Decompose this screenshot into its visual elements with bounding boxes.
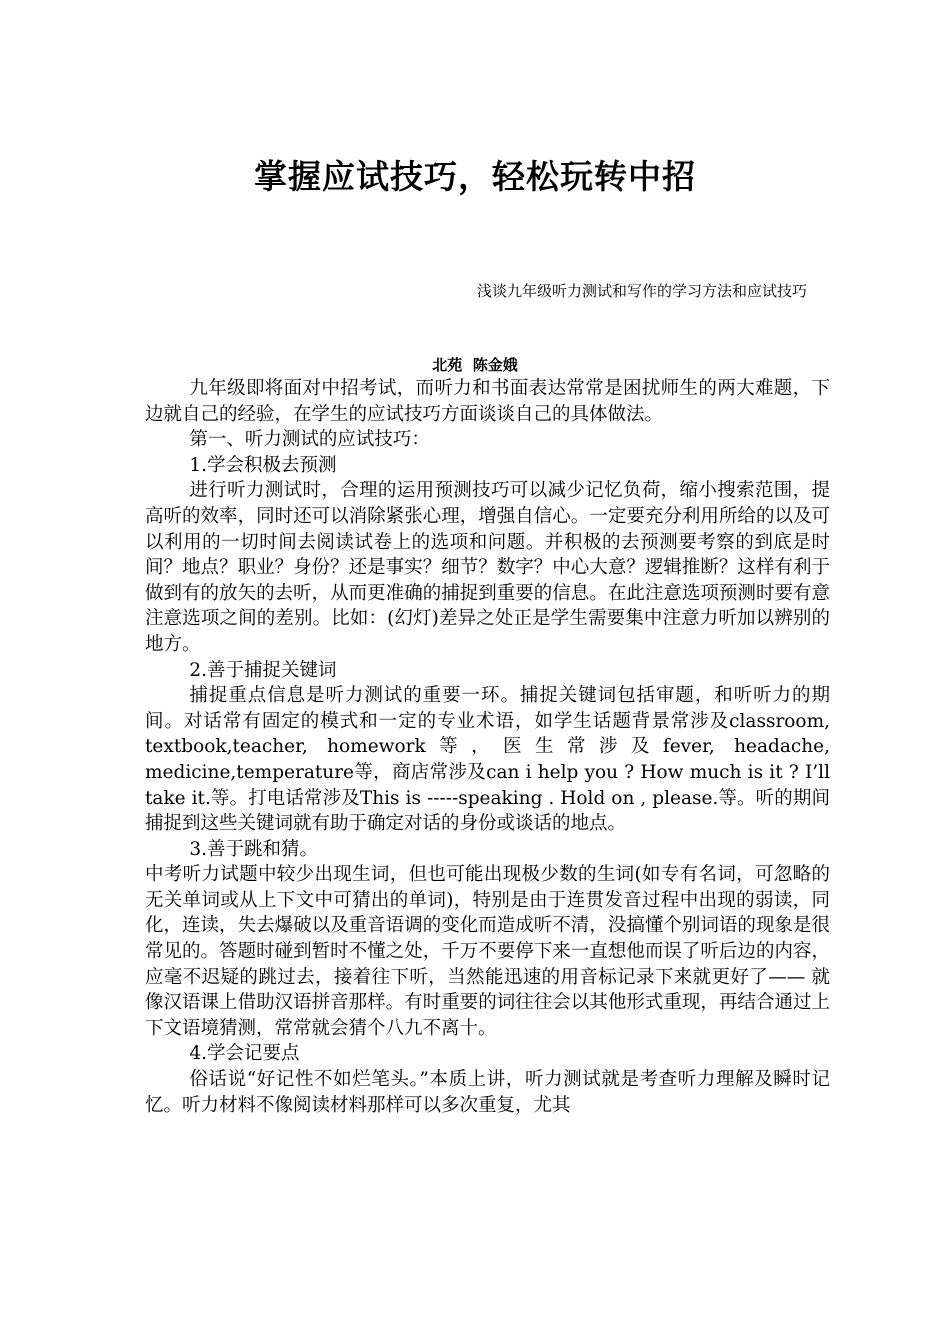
subheading-notes: 4.学会记要点	[189, 1043, 300, 1065]
paragraph-predict: 进行听力测试时，合理的运用预测技巧可以减少记忆负荷，缩小搜索范围，提高听的效率，同时还可以消除紧张心理，增强自信心。一定要充分利用所给的以及可以利用的一切时间去阅读试卷上的选项和问题。并积极的去预测要考察的到底是时间？地点？职业？身份？还是事实？细节？数字？中心大意？逻辑推断？这样有利于做到有的放矢的去听，从而更准确的捕捉到重要的信息。在此注意选项预测时要有意注意选项之间的差别。比如：(幻灯)差异之处正是学生需要集中注意力听加以辨别的地方。	[145, 480, 830, 655]
paragraph-skip-guess: 中考听力试题中较少出现生词，但也可能出现极少数的生词(如专有名词，可忽略的无关单词或从上下文中可猜出的单词)，特别是由于连贯发音过程中出现的弱读，同化，连读，失去爆破以及重音语调的变化而造成听不清，没搞懂个别词语的现象是很常见的。答题时碰到暂时不懂之处，千万不要停下来一直想他而误了听后边的内容，应毫不迟疑的跳过去，接着往下听，当然能迅速的用音标记录下来就更好了—— 就像汉语课上借助汉语拼音那样。有时重要的词往往会以其他形式重现，再结合通过上下文语境猜测，常常就会猜个八九不离十。	[145, 864, 830, 1039]
document-subtitle: 浅谈九年级听力测试和写作的学习方法和应试技巧	[476, 282, 807, 300]
author-line: 北苑 陈金娥	[432, 356, 518, 374]
paragraph-notes: 俗话说“好记性不如烂笔头。”本质上讲，听力测试就是考查听力理解及瞬时记忆。听力材料不像阅读材料那样可以多次重复，尤其	[145, 1069, 830, 1116]
subheading-skip-guess: 3.善于跳和猜。	[189, 838, 319, 860]
paragraph-intro: 九年级即将面对中招考试，而听力和书面表达常常是困扰师生的两大难题，下边就自己的经验，在学生的应试技巧方面谈谈自己的具体做法。	[145, 378, 830, 425]
subheading-keywords: 2.善于捕捉关键词	[189, 659, 337, 681]
section-heading-listening: 第一、听力测试的应试技巧：	[189, 429, 430, 451]
document-body	[145, 376, 830, 1118]
paragraph-keywords: 捕捉重点信息是听力测试的重要一环。捕捉关键词包括审题，和听听力的期间。对话常有固定的模式和一定的专业术语，如学生话题背景常涉及classroom, textbook,teacher, homework等，医生常涉及fever, headache, medicine,temperature等，商店常涉及can i help you ? How much is it ? I’ll take it.等。打电话常涉及This is -----speaking . Hold on , please.等。听的期间捕捉到这些关键词就有助于确定对话的身份或谈话的地点。	[145, 685, 830, 835]
document-title: 掌握应试技巧，轻松玩转中招	[254, 157, 696, 196]
subheading-predict: 1.学会积极去预测	[189, 454, 337, 476]
